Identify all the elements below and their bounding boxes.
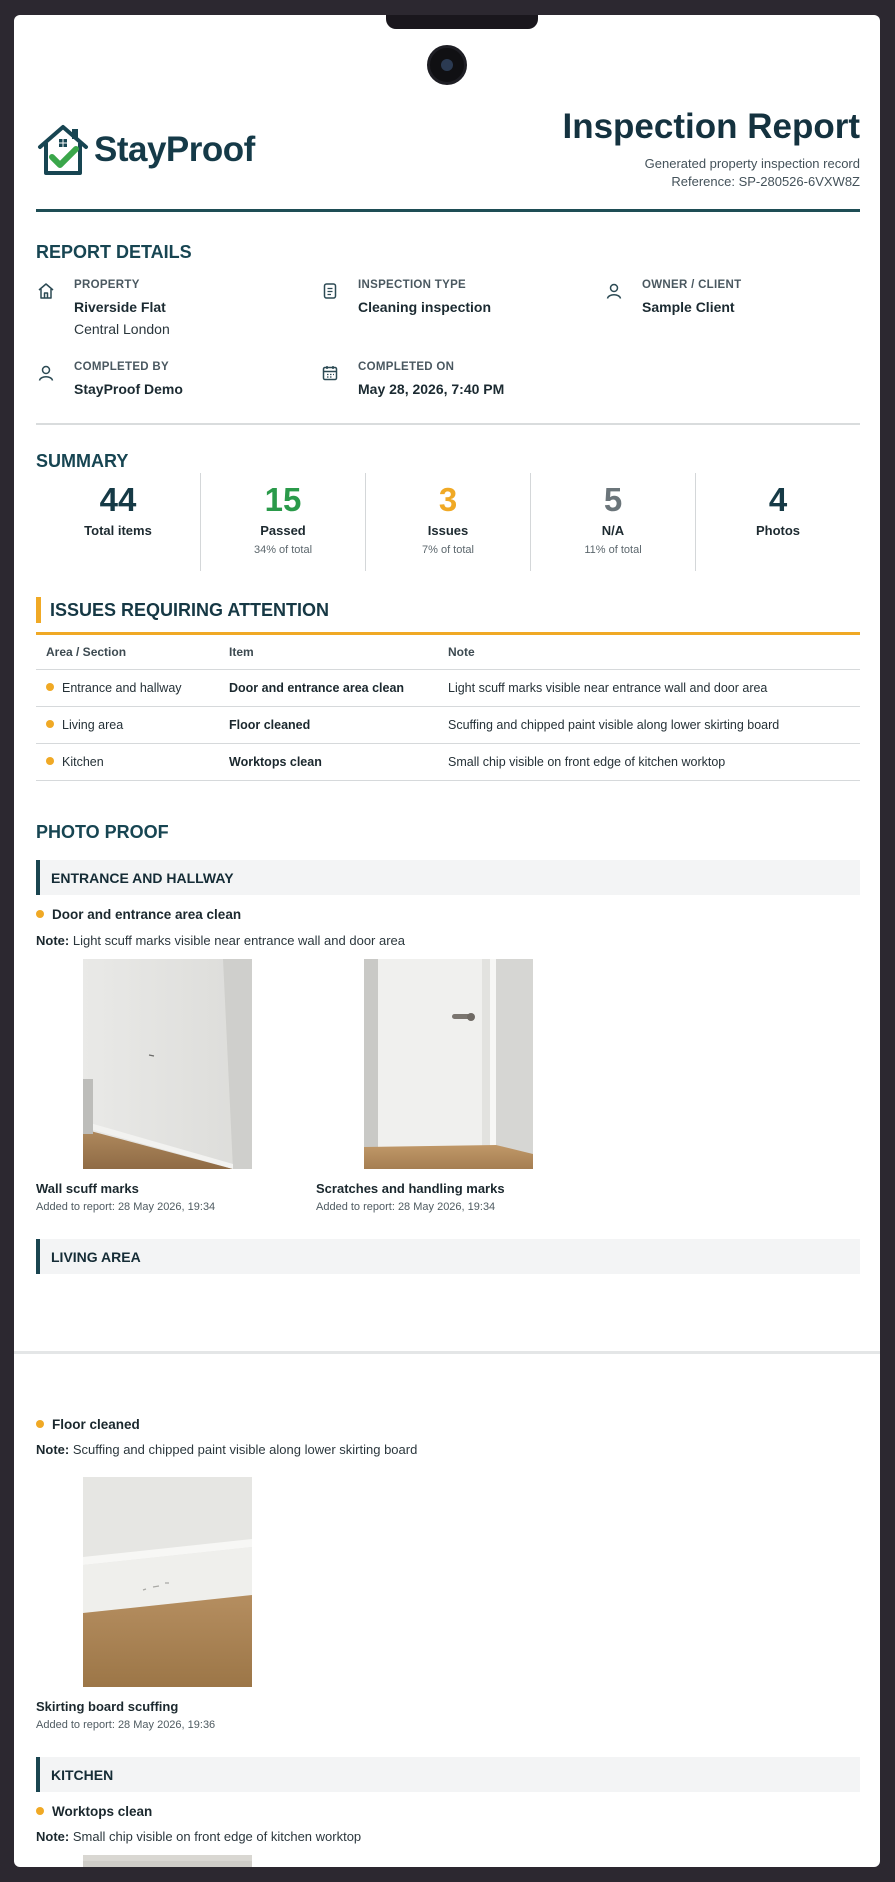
issue-status-dot [36, 1807, 44, 1815]
page-break-divider [14, 1351, 880, 1354]
note-text: Light scuff marks visible near entrance wall and door area [72, 933, 406, 948]
stat-value: 5 [603, 481, 623, 518]
issue-item: Worktops clean [219, 743, 438, 780]
page-title: Inspection Report [562, 107, 860, 146]
photo-item-text: Worktops clean [52, 1804, 153, 1819]
device-notch [386, 15, 538, 29]
issues-table [36, 635, 860, 781]
stat-percentage: 11% of total [584, 544, 642, 556]
stat-label: Photos [755, 523, 801, 538]
issue-status-dot [36, 1420, 44, 1428]
note-label: Note: [36, 1442, 70, 1457]
issue-item: Door and entrance area clean [219, 669, 438, 706]
section-accent-bar [36, 1239, 40, 1274]
skirting-board-image [83, 1477, 252, 1687]
note-text: Scuffing and chipped paint visible along lower skirting board [72, 1442, 418, 1457]
issue-area-text: Kitchen [62, 754, 104, 769]
table-row [36, 706, 860, 743]
table-row [36, 743, 860, 780]
stat-na [530, 473, 695, 571]
stat-label: N/A [601, 523, 625, 538]
photo-item-text: Door and entrance area clean [52, 907, 242, 922]
stat-value: 15 [264, 481, 302, 518]
photo-door-scratches[interactable] [364, 959, 533, 1169]
note-label: Note: [36, 933, 70, 948]
worktop-image [83, 1855, 252, 1867]
person-icon [36, 363, 56, 383]
wall-scuff-image [83, 959, 252, 1169]
inspection-type-value: Cleaning inspection [358, 299, 492, 315]
completed-on-value: May 28, 2026, 7:40 PM [358, 381, 505, 397]
note-text: Small chip visible on front edge of kitchen worktop [72, 1829, 362, 1844]
summary-stats [36, 473, 860, 571]
property-label: PROPERTY [74, 279, 140, 291]
inspection-type-label: INSPECTION TYPE [358, 279, 467, 291]
report-reference: Reference: SP-280526-6VXW8Z [671, 174, 860, 189]
issues-section-header [36, 595, 860, 633]
photo-proof-heading: PHOTO PROOF [36, 822, 169, 842]
report-subtitle [645, 155, 860, 191]
section-accent-bar [36, 1757, 40, 1792]
house-check-logo-icon [36, 123, 90, 177]
note-label: Note: [36, 1829, 70, 1844]
details-divider [36, 423, 860, 425]
section-accent-bar [36, 860, 40, 895]
issue-area [36, 669, 219, 706]
completed-by-value: StayProof Demo [74, 381, 183, 397]
stat-percentage: 7% of total [422, 544, 474, 556]
photo-timestamp: Added to report: 28 May 2026, 19:34 [316, 1201, 496, 1213]
logo [36, 123, 255, 177]
summary-heading: SUMMARY [36, 451, 129, 471]
column-header-area: Area / Section [36, 635, 219, 669]
stat-percentage: 34% of total [253, 544, 313, 556]
property-location: Central London [74, 321, 170, 337]
stat-value: 44 [99, 481, 137, 518]
completed-by-label: COMPLETED BY [74, 361, 169, 373]
report-screen[interactable] [14, 15, 880, 1867]
column-header-item: Item [219, 635, 438, 669]
photo-caption: Wall scuff marks [36, 1181, 139, 1196]
brand-name: StayProof [94, 130, 255, 169]
photo-kitchen-worktop[interactable] [83, 1855, 252, 1867]
document-icon [320, 281, 340, 301]
completed-on-label: COMPLETED ON [358, 361, 455, 373]
section-title: ENTRANCE AND HALLWAY [51, 870, 234, 886]
stat-label: Total items [84, 523, 152, 538]
photo-item-text: Floor cleaned [52, 1417, 140, 1432]
photo-caption: Skirting board scuffing [36, 1699, 179, 1714]
camera-icon [427, 45, 467, 85]
stat-label: Passed [260, 523, 306, 538]
photo-timestamp: Added to report: 28 May 2026, 19:34 [36, 1201, 216, 1213]
section-header-entrance [36, 860, 860, 895]
issue-item: Floor cleaned [219, 706, 438, 743]
stat-photos [695, 473, 860, 571]
issue-note: Light scuff marks visible near entrance wall and door area [438, 669, 860, 706]
issue-status-dot [36, 910, 44, 918]
issue-area [36, 743, 219, 780]
section-title: KITCHEN [51, 1767, 114, 1783]
issue-note: Scuffing and chipped paint visible along lower skirting board [438, 706, 860, 743]
calendar-icon [320, 363, 340, 383]
stat-passed [200, 473, 365, 571]
report-details-heading: REPORT DETAILS [36, 242, 192, 262]
photo-caption: Scratches and handling marks [316, 1181, 505, 1196]
issue-status-dot [46, 757, 54, 765]
column-header-note: Note [438, 635, 860, 669]
stat-value: 4 [768, 481, 788, 518]
issue-note: Small chip visible on front edge of kitchen worktop [438, 743, 860, 780]
issue-area [36, 706, 219, 743]
photo-item-title [36, 1804, 152, 1819]
issue-area-text: Entrance and hallway [62, 680, 182, 695]
photo-item-note [36, 933, 405, 948]
property-name: Riverside Flat [74, 299, 166, 315]
table-row [36, 669, 860, 706]
photo-item-note [36, 1442, 417, 1457]
issues-accent-bar [36, 597, 41, 623]
photo-item-note [36, 1829, 361, 1844]
photo-timestamp: Added to report: 28 May 2026, 19:36 [36, 1719, 216, 1731]
section-header-kitchen [36, 1757, 860, 1792]
stat-total-items [36, 473, 200, 571]
section-header-living-area [36, 1239, 860, 1274]
owner-label: OWNER / CLIENT [642, 279, 742, 291]
section-title: LIVING AREA [51, 1249, 141, 1265]
photo-wall-scuff[interactable] [83, 959, 252, 1169]
issue-area-text: Living area [62, 717, 124, 732]
report-header [36, 103, 860, 213]
header-divider [36, 209, 860, 212]
owner-value: Sample Client [642, 299, 735, 315]
issue-status-dot [46, 683, 54, 691]
report-description: Generated property inspection record [644, 156, 860, 171]
stat-label: Issues [427, 523, 469, 538]
person-icon [604, 281, 624, 301]
photo-skirting-board[interactable] [83, 1477, 252, 1687]
photo-item-title [36, 1417, 140, 1432]
table-header-row [36, 635, 860, 669]
photo-item-title [36, 907, 241, 922]
stat-issues [365, 473, 530, 571]
stat-value: 3 [438, 481, 458, 518]
home-icon [36, 281, 56, 301]
issues-heading: ISSUES REQUIRING ATTENTION [50, 600, 330, 620]
issue-status-dot [46, 720, 54, 728]
door-image [364, 959, 533, 1169]
